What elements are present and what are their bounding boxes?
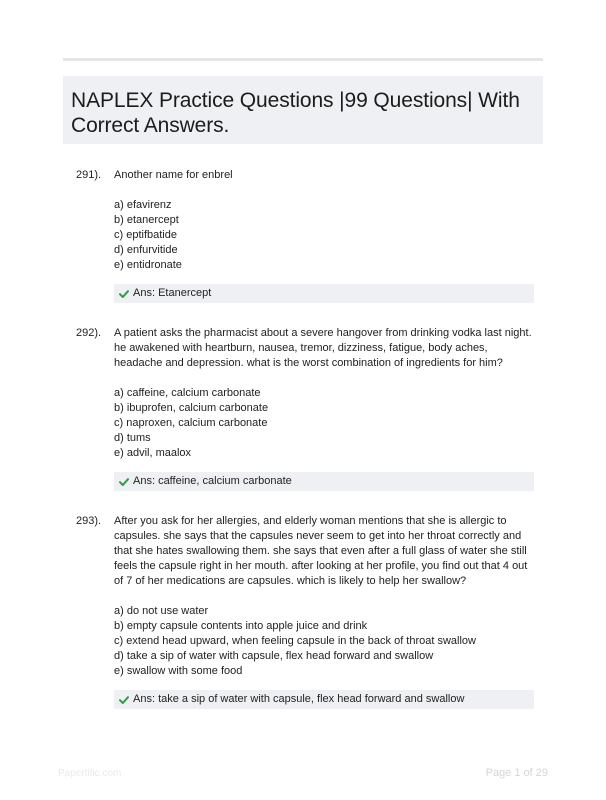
- option-item: e) advil, maalox: [114, 447, 192, 459]
- option-item: c) naproxen, calcium carbonate: [114, 417, 268, 429]
- answer-box: [114, 472, 534, 491]
- question-text: Another name for enbrel: [114, 169, 233, 181]
- page-number: Page 1 of 29: [485, 767, 548, 779]
- option-item: a) do not use water: [114, 605, 209, 617]
- question-number: 292).: [76, 327, 102, 339]
- answer-text: Ans: take a sip of water with capsule, flex head forward and swallow: [133, 693, 465, 705]
- answer-box: [114, 690, 534, 709]
- top-rule: [63, 58, 543, 61]
- option-item: a) efavirenz: [114, 199, 172, 211]
- option-item: e) swallow with some food: [114, 665, 243, 677]
- answer-text: Ans: caffeine, calcium carbonate: [133, 475, 292, 487]
- check-icon: [119, 477, 129, 487]
- option-item: d) enfurvitide: [114, 244, 178, 256]
- question-number: 291).: [76, 169, 102, 181]
- option-item: d) tums: [114, 432, 151, 444]
- document-title: NAPLEX Practice Questions |99 Questions| With Correct Answers.: [71, 89, 520, 137]
- option-item: a) caffeine, calcium carbonate: [114, 387, 261, 399]
- option-item: c) extend head upward, when feeling capsule in the back of throat swallow: [114, 635, 476, 647]
- option-item: b) ibuprofen, calcium carbonate: [114, 402, 269, 414]
- option-item: c) eptifbatide: [114, 229, 177, 241]
- title-banner: [63, 76, 543, 144]
- option-list: [114, 386, 268, 461]
- option-list: [114, 198, 182, 273]
- option-item: b) empty capsule contents into apple juice and drink: [114, 620, 368, 632]
- question-number: 293).: [76, 515, 102, 527]
- check-icon: [119, 695, 129, 705]
- option-item: d) take a sip of water with capsule, flex head forward and swallow: [114, 650, 434, 662]
- question-text: After you ask for her allergies, and elderly woman mentions that she is allergic to capsules. she says that the capsules never seem to get into her throat correctly and that she hates swallowing them. she says that even after a full glass of water she still feels the capsule right in her mouth. after looking at her profile, you find out that 4 out of 7 of her medications are capsules. which is likely to help her swallow?: [114, 515, 528, 587]
- answer-box: [114, 284, 534, 303]
- question-text: A patient asks the pharmacist about a severe hangover from drinking vodka last night. he awakened with heartburn, nausea, tremor, dizziness, fatigue, body aches, headache and depression. what is the worst combination of ingredients for him?: [114, 327, 532, 369]
- option-item: b) etanercept: [114, 214, 179, 226]
- answer-text: Ans: Etanercept: [133, 287, 212, 299]
- footer-site-watermark: Papertific.com: [58, 768, 122, 779]
- option-item: e) entidronate: [114, 259, 182, 271]
- option-list: [114, 604, 476, 679]
- check-icon: [119, 289, 129, 299]
